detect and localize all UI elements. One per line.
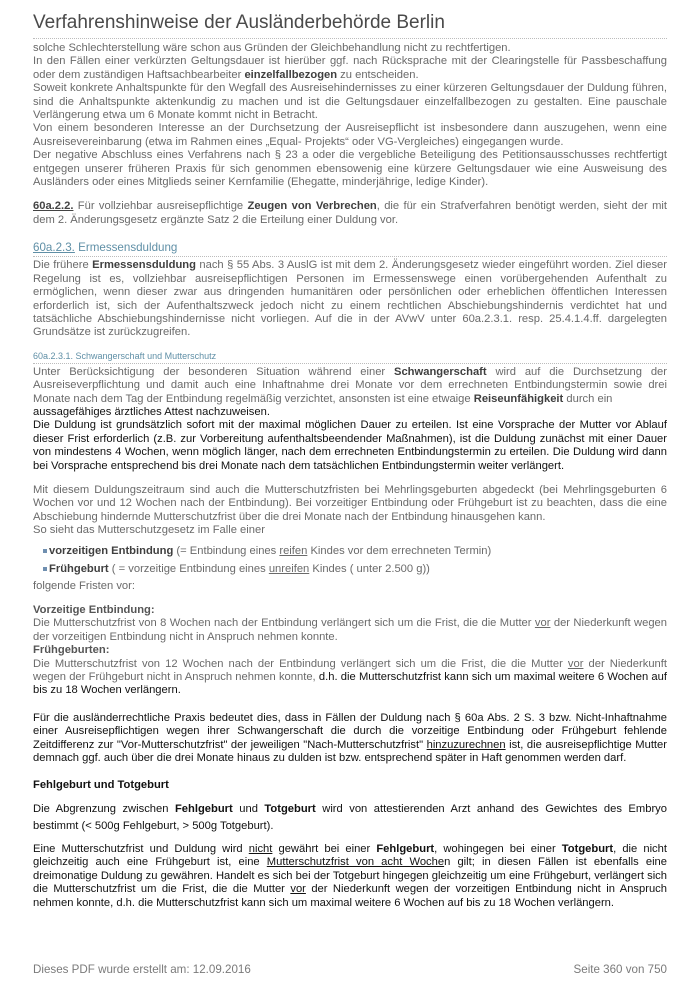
pregnancy-paragraph-1: Unter Berücksichtigung der besonderen Situation während einer Schwangerschaft wird auf die Durchsetzung der Ausreiseverpflichtung und damit auch eine Inhaftnahme drei Monate vor dem errechneten Entbindungstermin sowie drei Monate nach dem Tag der Entbindung regelmäßig verzichtet, ansonsten ist eine etwaige Reiseunfähigkeit durch ein aussagefähiges ärztliches Attest nachzuweisen.: [33, 365, 668, 418]
intro-paragraph-2: In den Fällen einer verkürzten Geltungsdauer ist hierüber ggf. nach Rücksprache mit der Clearingstelle für Passbeschaffung oder dem zuständigen Haftsachbearbeiter einzelfallbezogen zu entscheiden.: [33, 55, 667, 81]
pregnancy-paragraph-4: folgende Fristen vor:: [33, 579, 135, 592]
intro-paragraph-5: Der negative Abschluss eines Verfahrens nach § 23 a oder die vergebliche Beteiligung des Petitionsausschusses rechtfertigt entgegen unserer früheren Praxis für sich genommen ebensowenig eine kürzere Geltungsdauer wie eine Ausweisung des Ausländers oder eines Mitglieds seiner Kernfamilie (Ehegatte, minderjährige, ledige Kinder).: [33, 149, 667, 189]
footer-page-number: Seite 360 von 750: [573, 963, 667, 976]
page-footer: [33, 963, 667, 976]
intro-paragraph-4: Von einem besonderen Interesse an der Durchsetzung der Ausreisepflicht ist insbesondere dann auszugehen, wenn eine Ausreisevereinbarung (etwa im Rahmen eines „Equal- Projekts“ oder VG-Vergleiches) eingegangen wurde.: [33, 122, 667, 148]
list-item: Frühgeburt ( = vorzeitige Entbindung eines unreifen Kindes ( unter 2.500 g)): [43, 560, 667, 578]
pregnancy-paragraph-duldung: Die Duldung ist grundsätzlich sofort mit der maximal möglichen Dauer zu erteilen. Ist eine Vorsprache der Mutter vor Ablauf dieser Frist erforderlich (z.B. zur Vorbereitung aufenthaltsbeendender Maßnahmen), ist die Duldung zunächst mit einer Dauer von mindestens 4 Wochen, wenn möglich länger, nach dem errechneten Entbindungstermin zu erteilen. Die Duldung wird dann bei Vorsprache entsprechend bis drei Monate nach dem tatsächlichen Entbindungstermin weiter verlängert.: [33, 419, 667, 472]
paragraph-vorzeitige: Die Mutterschutzfrist von 8 Wochen nach der Entbindung verlängert sich um die Frist, die die Mutter vor der Niederkunft wegen der vorzeitigen Entbindung nicht in Anspruch nehmen konnte.: [33, 617, 667, 643]
section-60a-2-3-text: Die frühere Ermessensduldung nach § 55 Abs. 3 AuslG ist mit dem 2. Änderungsgesetz wieder eingeführt worden. Ziel dieser Regelung ist es, vollziehbar ausreisepflichtigen Personen im Ermessenswege einen vorübergehenden Aufenthalt zu ermöglichen, wenn dieser zwar aus dringenden humanitären oder persönlichen oder erheblichen öffentlichen Interessen erforderlich ist, sich der Aufenthaltszweck jedoch nicht zu einem rechtlichen Abschiebungshindernis verdichtet hat und tatsächliche Abschiebungshindernisse nicht vorliegen. Auf die in der AVwV unter 60a.2.3.1. resp. 25.4.1.4.ff. dargelegten Grundsätze ist zurückzugreifen.: [33, 259, 668, 339]
bullet-list: [43, 542, 667, 578]
section-link-60a-2-3[interactable]: 60a.2.3.: [33, 241, 75, 255]
subheading-vorzeitige: Vorzeitige Entbindung:: [33, 604, 155, 616]
paragraph-mutterschutz-duldung: Eine Mutterschutzfrist und Duldung wird nicht gewährt bei einer Fehlgeburt, wohingegen bei einer Totgeburt, die nicht gleichzeitig auch eine Frühgeburt ist, eine Mutterschutzfrist von acht Wochen gilt; in diesen Fällen ist ebenfalls eine dreimonatige Duldung zu gewähren. Handelt es sich bei der Totgeburt hingegen gleichzeitig um eine Frühgeburt, verlängert sich die Mutterschutzfrist um die Frist, die die Mutter vor der Niederkunft wegen der vorzeitigen Entbindung nicht in Anspruch nehmen konnte, d.h. die Mutterschutzfrist kann sich um maximal weitere 6 Wochen auf bis zu 18 Wochen verlängern.: [33, 842, 667, 909]
bullet-icon: [43, 549, 47, 553]
section-heading-60a-2-3: 60a.2.3. Ermessensduldung: [33, 241, 667, 257]
section-60a-2-2: 60a.2.2. Für vollziehbar ausreisepflichtige Zeugen von Verbrechen, die für ein Strafverfahren benötigt werden, sieht der mit dem 2. Änderungsgesetz ergänzte Satz 2 die Erteilung einer Duldung vor.: [33, 200, 668, 226]
section-heading-60a-2-3-1: 60a.2.3.1. Schwangerschaft und Mutterschutz: [33, 351, 667, 364]
section-number: 60a.2.2.: [33, 200, 74, 213]
intro-paragraph-1: solche Schlechterstellung wäre schon aus Gründen der Gleichbehandlung nicht zu rechtfertigen.: [33, 42, 511, 54]
document-page: [33, 12, 667, 910]
footer-created-date: Dieses PDF wurde erstellt am: 12.09.2016: [33, 963, 251, 976]
subheading-fruehgeburten: Frühgeburten:: [33, 644, 110, 657]
page-title: Verfahrenshinweise der Ausländerbehörde Berlin: [33, 12, 667, 39]
bullet-icon: [43, 567, 47, 571]
pregnancy-paragraph-3: So sieht das Mutterschutzgesetz im Falle einer: [33, 524, 265, 537]
paragraph-fruehgeburten: Die Mutterschutzfrist von 12 Wochen nach der Entbindung verlängert sich um die Frist, die die Mutter vor der Niederkunft wegen der Frühgeburt nicht in Anspruch nehmen konnte, d.h. die Mutterschutzfrist kann sich um maximal weitere 6 Wochen auf bis zu 18 Wochen verlängern.: [33, 657, 667, 697]
list-item: vorzeitigen Entbindung (= Entbindung eines reifen Kindes vor dem errechneten Termin): [43, 542, 667, 560]
intro-paragraph-3: Soweit konkrete Anhaltspunkte für den Wegfall des Ausreisehindernisses zu einer kürzeren Geltungsdauer der Duldung führen, sind die Anhaltspunkte aktenkundig zu machen und ist die Geltungsdauer einzelfallbezogen zu gestalten. Eine pauschale Verlängerung etwa um 6 Monate kommt nicht in Betracht.: [33, 82, 667, 122]
paragraph-abgrenzung: Die Abgrenzung zwischen Fehlgeburt und Totgeburt wird von attestierenden Arzt anhand des Gewichtes des Embryo bestimmt (< 500g Fehlgeburt, > 500g Totgeburt).: [33, 802, 667, 832]
paragraph-praxis: Für die ausländerrechtliche Praxis bedeutet dies, dass in Fällen der Duldung nach § 60a Abs. 2 S. 3 bzw. Nicht-Inhaftnahme einer Ausreisepflichtigen wegen ihrer Schwangerschaft die durch die vorzeitige Entbindung oder Frühgeburt fehlende Zeitdifferenz zur "Vor-Mutterschutzfrist" der jeweiligen "Nach-Mutterschutzfrist" hinzuzurechnen ist, die ausreisepflichtige Mutter demnach ggf. auch über die drei Monate hinaus zu dulden ist bzw. entsprechend später in Haft genommen werden darf.: [33, 711, 667, 765]
pregnancy-paragraph-2: Mit diesem Duldungszeitraum sind auch die Mutterschutzfristen bei Mehrlingsgeburten abgedeckt (bei Mehrlingsgeburten 6 Wochen vor und 12 Wochen nach der Entbindung). Bei vorzeitiger Entbindung oder Frühgeburt ist zu beachten, dass die eine Abschiebung hindernde Mutterschutzfrist über die drei Monate nach der Entbindung hinausgehen kann.: [33, 483, 667, 523]
heading-fehlgeburt-totgeburt: Fehlgeburt und Totgeburt: [33, 779, 169, 792]
